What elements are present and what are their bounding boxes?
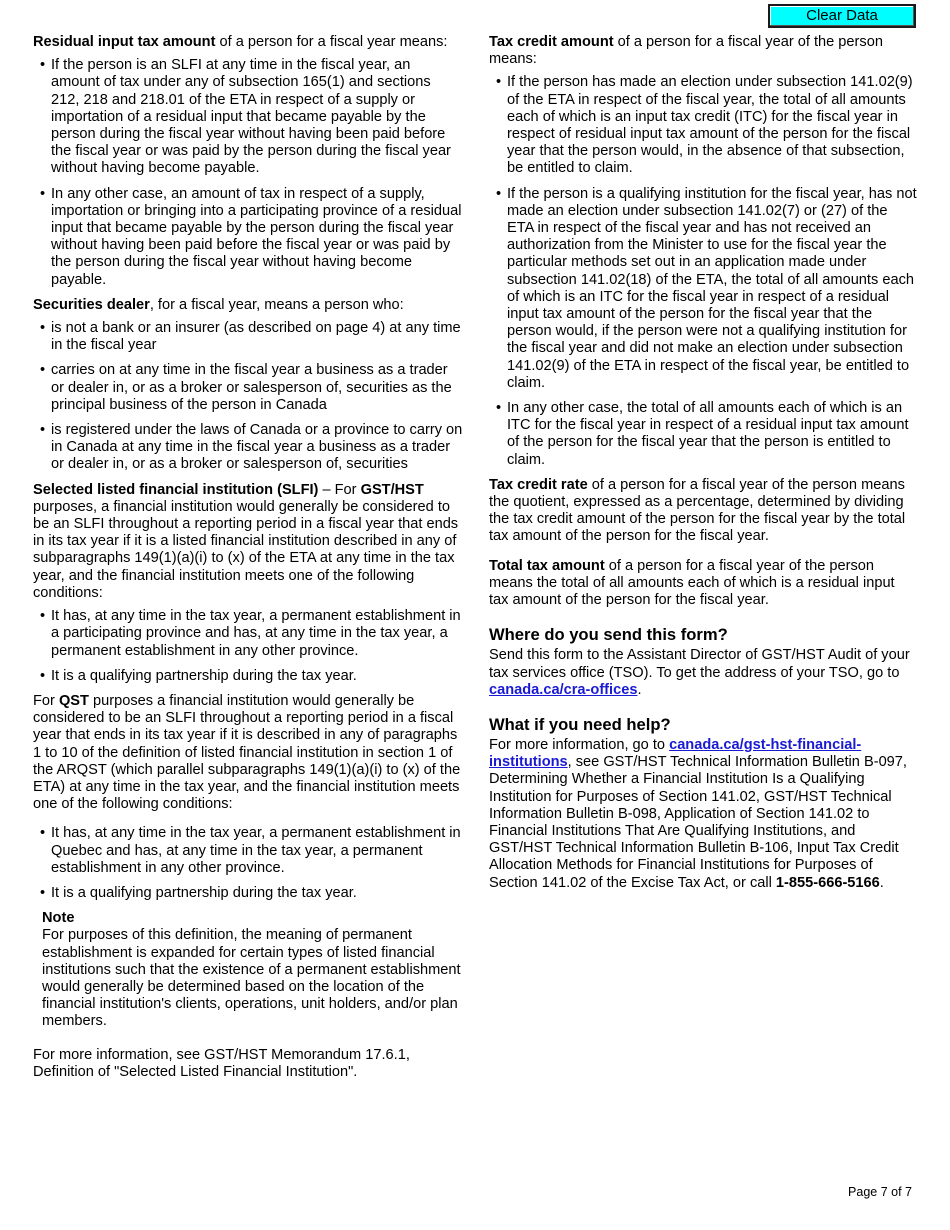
list-item: • is not a bank or an insurer (as described on page 4) at any time in the fiscal year [33, 320, 463, 354]
send-form-heading: Where do you send this form? [489, 625, 728, 645]
help-body: , see GST/HST Technical Information Bulletin B-097, Determining Whether a Financial Institution Is a Qualifying Institution for Purposes of Section 141.02, GST/HST Technical Information Bulletin B-098, Application of Section 141.02 to Financial Institutions That Are Qualifying Institutions, and GST/HST Technical Information Bulletin B-106, Input Tax Credit Allocation Methods for Financial Institutions for Purposes of Section 141.02 of the Excise Tax Act, or call [489, 754, 907, 891]
page-number: Page 7 of 7 [848, 1185, 912, 1199]
securities-term: Securities dealer [33, 296, 150, 313]
residual-term: Residual input tax amount [33, 34, 216, 50]
slfi-list [33, 608, 463, 685]
note-title: Note [42, 910, 75, 927]
right-column [489, 34, 917, 892]
help-end: . [879, 874, 884, 891]
list-item: • If the person is a qualifying institution for the fiscal year, has not made an election under subsection 141.02(7) or (27) of the ETA in respect of the fiscal year and has not received an authorization from the Minister to use for the fiscal year the particular methods set out in an application made under subsection 141.02(18) of the ETA, the total of all amounts each of which is an ITC for the fiscal year in respect of a residual input tax amount of the person for the fiscal year that the person would, if the person were not a qualifying institution for the fiscal year and did not make an election under subsection 141.02(9) of the ETA in respect of the fiscal year, be entitled to claim. [489, 186, 917, 392]
slfi-dash: – For [318, 481, 361, 498]
qst-for: For [33, 692, 59, 709]
qst-term: QST [58, 692, 89, 709]
send-form-end: . [637, 681, 642, 698]
more-info-text: For more information, see GST/HST Memorandum 17.6.1, Definition of "Selected Listed Financial Institution". [33, 1046, 410, 1080]
note-block [42, 910, 463, 1030]
list-item: • It is a qualifying partnership during the tax year. [33, 885, 463, 902]
list-item: • In any other case, the total of all amounts each of which is an ITC for the fiscal year in respect of a residual input tax amount of the person for the fiscal year that the person is entitled to claim. [489, 400, 917, 469]
list-item: • It is a qualifying partnership during the tax year. [33, 668, 463, 685]
tax-credit-amount-list [489, 74, 917, 468]
help-intro: For more information, go to [489, 736, 670, 753]
qst-list [33, 825, 463, 902]
list-item: • is registered under the laws of Canada or a province to carry on in Canada at any time in the fiscal year a business as a trader or dealer in, or as a broker or salesperson of, securities [33, 422, 463, 474]
total-tax-amount-term: Total tax amount [489, 557, 605, 574]
list-item: • If the person has made an election under subsection 141.02(9) of the ETA in respect of the fiscal year, the total of all amounts each of which is an input tax credit (ITC) for the fiscal year in respect of residual input tax amount of the person for the fiscal year that the person would, in the absence of that subsection, be entitled to claim. [489, 74, 917, 177]
list-item: • If the person is an SLFI at any time in the fiscal year, an amount of tax under any of subsection 165(1) and sections 212, 218 and 218.01 of the ETA in respect of a supply or importation of a residual input that became payable by the person during the fiscal year without having been paid before the fiscal year or was paid by the person during the fiscal year without having become payable. [33, 57, 463, 177]
total-tax-amount-definition [489, 558, 917, 610]
financial-institutions-link[interactable]: canada.ca/gst-hst-financial-institutions [489, 736, 862, 771]
residual-rest: of a person for a fiscal year means: [215, 34, 448, 50]
total-tax-amount-rest: of a person for a fiscal year of the person means the total of all amounts each of which is a residual input tax amount of the person for the fiscal year. [489, 557, 895, 609]
note-text: For purposes of this definition, the meaning of permanent establishment is expanded for certain types of listed financial institutions such that the existence of a permanent establishment would generally be determined based on the location of the financial institution's clients, operations, unit holders, and/or plan members. [42, 927, 461, 1030]
gst-hst-term: GST/HST [360, 481, 424, 498]
tax-credit-rate-rest: of a person for a fiscal year of the person means the quotient, expressed as a percentage, determined by dividing the tax credit amount of the person for the fiscal year by the total tax amount of the person for the fiscal year. [489, 476, 906, 545]
clear-data-button[interactable]: Clear Data [768, 4, 916, 28]
qst-definition [33, 693, 463, 813]
residual-list [33, 57, 463, 289]
securities-list [33, 320, 463, 474]
list-item: • It has, at any time in the tax year, a permanent establishment in Quebec and has, at any time in the tax year, a permanent establishment in any other province. [33, 825, 463, 877]
cra-offices-link[interactable]: canada.ca/cra-offices [489, 681, 638, 698]
send-form-text [489, 647, 917, 699]
tax-credit-rate-term: Tax credit rate [489, 476, 588, 493]
securities-rest: , for a fiscal year, means a person who: [149, 296, 404, 313]
tax-credit-rate-definition [489, 477, 917, 546]
tax-credit-amount-definition [489, 34, 917, 68]
list-item: • In any other case, an amount of tax in respect of a supply, importation or bringing into a participating province of a residual input that became payable by the person during the fiscal year without having been paid before the fiscal year or was paid by the person during the fiscal year without having become payable. [33, 186, 463, 289]
slfi-term: Selected listed financial institution (SLFI) [33, 481, 319, 498]
send-form-body: Send this form to the Assistant Director of GST/HST Audit of your tax services office (TSO). To get the address of your TSO, go to [489, 647, 910, 681]
residual-definition [33, 34, 463, 51]
list-item: • carries on at any time in the fiscal year a business as a trader or dealer in, or as a broker or salesperson of, securities as the principal business of the person in Canada [33, 362, 463, 414]
qst-rest: purposes a financial institution would generally be considered to be an SLFI throughout a reporting period in a fiscal year that ends in its tax year if it is described in any of paragraphs 1 to 10 of the definition of listed financial institution in section 1 of the ARQST (which parallel subparagraphs 149(1)(a)(i) to (x) of the ETA) at any time in the tax year, and the financial institution meets one of the following conditions: [33, 692, 461, 813]
left-column [33, 34, 463, 1081]
help-text [489, 737, 917, 892]
slfi-definition [33, 482, 463, 602]
help-phone: 1-855-666-5166 [775, 874, 880, 891]
tax-credit-amount-rest: of a person for a fiscal year of the person means: [489, 34, 883, 68]
slfi-rest: purposes, a financial institution would generally be considered to be an SLFI throughout a reporting period in a fiscal year that ends in its tax year if it is a listed financial institution described in any of subparagraphs 149(1)(a)(i) to (x) of the ETA at any time in the tax year, and the financial institution meets one of the following conditions: [33, 498, 459, 601]
list-item: • It has, at any time in the tax year, a permanent establishment in a participating province and has, at any time in the tax year, a permanent establishment in any other province. [33, 608, 463, 660]
tax-credit-amount-term: Tax credit amount [489, 34, 614, 50]
securities-definition [33, 297, 463, 314]
help-heading: What if you need help? [489, 714, 671, 734]
